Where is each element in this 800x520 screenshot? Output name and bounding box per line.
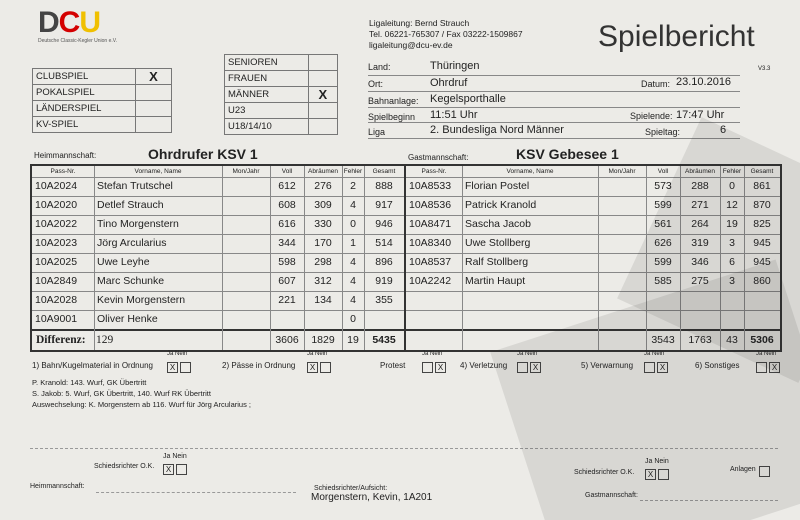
datum-value: 23.10.2016 [676, 76, 732, 88]
home-player-row [32, 253, 404, 273]
home-header-mon: Mon/Jahr [232, 168, 260, 175]
guest-pass-cell: 10A8533 [409, 180, 452, 192]
home-fehler-cell: 4 [350, 256, 356, 268]
home-header-pass: Pass-Nr. [50, 168, 76, 175]
home-abr-cell: 134 [314, 294, 332, 306]
home-name-cell: Stefan Trutschel [97, 180, 173, 192]
ja-nein-header: Ja Nein [756, 351, 777, 357]
home-mon-cell [225, 291, 267, 310]
guest-abr-cell: 288 [691, 180, 709, 192]
check-nein-box[interactable]: X [530, 362, 541, 373]
check-boxes[interactable] [305, 359, 331, 377]
guest-header-fehler: Fehler [722, 168, 742, 175]
home-voll-cell: 608 [278, 199, 296, 211]
home-mon-cell [225, 215, 267, 234]
guest-voll-cell: 561 [654, 218, 672, 230]
spieltag-value: 6 [720, 124, 727, 136]
guest-header-voll: Voll [657, 168, 669, 175]
home-voll-cell: 344 [278, 237, 296, 249]
ja-nein-header: Ja Nein [422, 351, 443, 357]
land-value: Thüringen [430, 60, 480, 72]
guest-signature-label: Gastmannschaft: [585, 492, 638, 499]
home-name-cell: Detlef Strauch [97, 199, 164, 211]
guest-pass-cell: 10A2242 [409, 275, 452, 287]
liga-value: 2. Bundesliga Nord Männer [430, 124, 564, 136]
guest-gesamt-cell: 945 [753, 237, 771, 249]
diff-value: 129 [96, 334, 114, 346]
guest-gesamt-cell: 945 [753, 256, 771, 268]
referee-signature-label: Schiedsrichter/Aufsicht: [314, 485, 388, 492]
guest-voll-cell: 573 [654, 180, 672, 192]
home-name-cell: Kevin Morgenstern [97, 294, 186, 306]
home-player-row [32, 310, 404, 330]
check-label: 4) Verletzung [460, 361, 508, 370]
category-label: U23 [225, 103, 309, 119]
home-totals-row [32, 329, 404, 352]
home-fehler-cell: 4 [350, 294, 356, 306]
home-voll-cell: 616 [278, 218, 296, 230]
home-voll-cell [273, 310, 301, 329]
referee-ok-right-boxes[interactable]: X [643, 466, 669, 484]
category-row [225, 71, 338, 87]
home-total-voll: 3606 [275, 334, 299, 346]
check-label: Protest [380, 361, 406, 370]
check-nein-box[interactable] [180, 362, 191, 373]
home-pass-cell: 10A2025 [35, 256, 78, 268]
home-gesamt-cell: 917 [375, 199, 393, 211]
home-pass-cell: 10A2022 [35, 218, 78, 230]
guest-mon-cell [601, 215, 643, 234]
game-type-label: KV-SPIEL [33, 117, 136, 133]
datum-label: Datum: [641, 79, 671, 89]
home-pass-cell: 10A2849 [35, 275, 78, 287]
guest-header-mon: Mon/Jahr [608, 168, 636, 175]
guest-pass-cell: 10A8340 [409, 237, 452, 249]
category-row [225, 55, 338, 71]
home-player-row [32, 215, 404, 235]
check-nein-box[interactable] [320, 362, 331, 373]
guest-gesamt-cell: 861 [753, 180, 771, 192]
diff-label: Differenz: [36, 334, 86, 346]
home-header-name: Vorname, Name [134, 168, 182, 175]
category-mark[interactable]: X [308, 87, 337, 103]
ende-value: 17:47 Uhr [676, 109, 725, 121]
guest-abr-cell: 319 [691, 237, 709, 249]
dcu-logo: DCU [38, 6, 101, 39]
anlagen-label: Anlagen [730, 466, 756, 473]
guest-name-cell: Martin Haupt [465, 275, 526, 287]
guest-total-voll: 3543 [651, 334, 675, 346]
guest-name-cell: Sascha Jacob [465, 218, 531, 230]
game-type-mark[interactable] [135, 101, 171, 117]
game-type-label: LÄNDERSPIEL [33, 101, 136, 117]
guest-fehler-cell: 12 [726, 199, 738, 211]
guest-total-abr: 1763 [688, 334, 712, 346]
category-mark[interactable] [308, 55, 337, 71]
guest-abr-cell: 271 [691, 199, 709, 211]
home-abr-cell [307, 310, 339, 329]
ja-nein-header: Ja Nein [307, 351, 328, 357]
home-abr-cell: 276 [314, 180, 332, 192]
home-pass-cell: 10A2023 [35, 237, 78, 249]
home-voll-cell: 598 [278, 256, 296, 268]
check-boxes[interactable] [420, 359, 446, 377]
guest-pass-cell: 10A8471 [409, 218, 452, 230]
guest-abr-cell: 346 [691, 256, 709, 268]
guest-name-cell: Ralf Stollberg [465, 256, 529, 268]
check-ja-box[interactable]: X [167, 362, 178, 373]
check-label: 2) Pässe in Ordnung [222, 361, 296, 370]
game-type-row [33, 69, 172, 85]
liga-label: Liga [368, 127, 386, 137]
guest-header-name: Vorname, Name [506, 168, 554, 175]
home-team-name: Ohrdrufer KSV 1 [148, 146, 258, 162]
home-abr-cell: 312 [314, 275, 332, 287]
category-row [225, 87, 338, 103]
league-contact-line3: ligaleitung@dcu-ev.de [369, 40, 453, 50]
home-player-row [32, 234, 404, 254]
ja-nein-right: Ja Nein [645, 458, 669, 465]
guest-abr-cell: 264 [691, 218, 709, 230]
beginn-label: Spielbeginn [368, 112, 416, 122]
home-voll-cell: 607 [278, 275, 296, 287]
home-team-label: Heimmannschaft: [34, 151, 97, 160]
home-results [32, 166, 404, 350]
home-abr-cell: 330 [314, 218, 332, 230]
home-player-row [32, 196, 404, 216]
home-player-row [32, 291, 404, 311]
check-nein-box[interactable]: X [657, 362, 668, 373]
game-type-table [32, 68, 172, 133]
check-label: 6) Sonstiges [695, 361, 740, 370]
guest-fehler-cell: 0 [729, 180, 735, 192]
game-type-row [33, 101, 172, 117]
home-abr-cell: 170 [314, 237, 332, 249]
remark-line: S. Jakob: 5. Wurf, GK Übertritt, 140. Wurf RK Übertritt [32, 389, 211, 398]
home-fehler-cell: 2 [350, 180, 356, 192]
bahn-value: Kegelsporthalle [430, 93, 506, 105]
home-abr-cell: 309 [314, 199, 332, 211]
category-label: FRAUEN [225, 71, 309, 87]
category-row [225, 103, 338, 119]
guest-mon-cell [601, 234, 643, 253]
category-label: SENIOREN [225, 55, 309, 71]
category-mark[interactable] [308, 103, 337, 119]
guest-voll-cell: 585 [654, 275, 672, 287]
home-pass-cell: 10A2028 [35, 294, 78, 306]
game-type-label: POKALSPIEL [33, 85, 136, 101]
game-type-mark[interactable]: X [135, 69, 171, 85]
home-gesamt-cell: 514 [375, 237, 393, 249]
league-contact-line2: Tel. 06221-765307 / Fax 03222-1509867 [369, 29, 523, 39]
home-gesamt-cell: 919 [375, 275, 393, 287]
guest-mon-cell [601, 177, 643, 196]
home-abr-cell: 298 [314, 256, 332, 268]
guest-name-cell: Uwe Stollberg [465, 237, 531, 249]
guest-pass-cell [409, 291, 459, 310]
home-fehler-cell: 0 [350, 218, 356, 230]
home-gesamt-cell: 355 [375, 294, 393, 306]
guest-name-cell: Florian Postel [465, 180, 530, 192]
home-pass-cell: 10A9001 [35, 313, 78, 325]
check-nein-box[interactable]: X [435, 362, 446, 373]
guest-pass-cell: 10A8536 [409, 199, 452, 211]
game-type-mark[interactable] [135, 85, 171, 101]
home-header-fehler: Fehler [343, 168, 363, 175]
guest-gesamt-cell: 860 [753, 275, 771, 287]
home-fehler-cell: 0 [350, 313, 356, 325]
page-title: Spielbericht [598, 20, 755, 53]
ja-nein-header: Ja Nein [644, 351, 665, 357]
home-header-gesamt: Gesamt [372, 168, 396, 175]
ort-label: Ort: [368, 79, 383, 89]
home-gesamt-cell: 888 [375, 180, 393, 192]
home-name-cell: Jörg Arcularius [97, 237, 167, 249]
check-label: 1) Bahn/Kugelmaterial in Ordnung [32, 361, 153, 370]
home-header-abr: Abräumen [308, 168, 338, 175]
home-name-cell: Uwe Leyhe [97, 256, 150, 268]
home-gesamt-cell [367, 310, 401, 329]
home-mon-cell [225, 310, 267, 329]
home-player-row [32, 272, 404, 292]
guest-total-fehler: 43 [726, 334, 738, 346]
land-label: Land: [368, 62, 391, 72]
home-fehler-cell: 4 [350, 275, 356, 287]
guest-header-abr: Abräumen [685, 168, 715, 175]
home-signature-label: Heimmannschaft: [30, 483, 85, 490]
guest-name-cell [465, 291, 595, 310]
spieltag-label: Spieltag: [645, 127, 681, 137]
game-type-label: CLUBSPIEL [33, 69, 136, 85]
home-header-voll: Voll [281, 168, 293, 175]
home-player-row [32, 177, 404, 197]
guest-voll-cell: 599 [654, 256, 672, 268]
home-voll-cell: 612 [278, 180, 296, 192]
ja-nein-header: Ja Nein [517, 351, 538, 357]
home-total-fehler: 19 [347, 334, 359, 346]
referee-name: Morgenstern, Kevin, 1A201 [311, 492, 433, 503]
referee-ok-right-label: Schiedsrichter O.K. [574, 469, 635, 476]
logo-subtitle: Deutsche Classic-Kegler Union e.V. [38, 38, 118, 44]
category-mark[interactable] [308, 119, 337, 135]
beginn-value: 11:51 Uhr [430, 109, 478, 121]
guest-header-gesamt: Gesamt [750, 168, 774, 175]
home-name-cell: Marc Schunke [97, 275, 165, 287]
home-fehler-cell: 4 [350, 199, 356, 211]
check-nein-box[interactable]: X [769, 362, 780, 373]
check-ja-box[interactable]: X [307, 362, 318, 373]
league-contact-line1: Ligaleitung: Bernd Strauch [369, 18, 470, 28]
ja-nein-left: Ja Nein [163, 453, 187, 460]
ort-value: Ohrdruf [430, 77, 468, 89]
check-boxes[interactable] [165, 359, 191, 377]
guest-team-label: Gastmannschaft: [408, 153, 469, 162]
guest-team-name: KSV Gebesee 1 [516, 146, 619, 162]
guest-header-pass: Pass-Nr. [421, 168, 447, 175]
guest-pass-cell: 10A8537 [409, 256, 452, 268]
home-mon-cell [225, 234, 267, 253]
home-name-cell: Tino Morgenstern [97, 218, 179, 230]
game-type-row [33, 117, 172, 133]
home-pass-cell: 10A2020 [35, 199, 78, 211]
remark-line: P. Kranold: 143. Wurf, GK Übertritt [32, 378, 147, 387]
home-gesamt-cell: 946 [375, 218, 393, 230]
ende-label: Spielende: [630, 111, 673, 121]
home-gesamt-cell: 896 [375, 256, 393, 268]
version-label: V3.3 [758, 66, 771, 72]
guest-pass-cell [409, 310, 459, 329]
home-total-abr: 1829 [311, 334, 335, 346]
home-pass-cell: 10A2024 [35, 180, 78, 192]
category-row [225, 119, 338, 135]
guest-voll-cell: 626 [654, 237, 672, 249]
guest-fehler-cell: 19 [726, 218, 738, 230]
referee-ok-left-boxes[interactable]: X [161, 461, 187, 479]
home-total-gesamt: 5435 [372, 334, 396, 346]
category-label: MÄNNER [225, 87, 309, 103]
guest-fehler-cell: 6 [729, 256, 735, 268]
guest-mon-cell [601, 196, 643, 215]
remark-line: Auswechselung: K. Morgenstern ab 116. Wurf für Jörg Arcularius ; [32, 400, 251, 409]
guest-total-gesamt: 5306 [750, 334, 774, 346]
referee-ok-left-label: Schiedsrichter O.K. [94, 463, 155, 470]
home-name-cell: Oliver Henke [97, 313, 158, 325]
category-table [224, 54, 338, 135]
guest-fehler-cell: 3 [729, 237, 735, 249]
guest-fehler-cell: 3 [729, 275, 735, 287]
guest-name-cell: Patrick Kranold [465, 199, 537, 211]
category-label: U18/14/10 [225, 119, 309, 135]
check-ja-box[interactable] [422, 362, 433, 373]
game-type-row [33, 85, 172, 101]
bahn-label: Bahnanlage: [368, 96, 419, 106]
home-mon-cell [225, 177, 267, 196]
guest-gesamt-cell: 825 [753, 218, 771, 230]
ja-nein-header: Ja Nein [167, 351, 188, 357]
home-fehler-cell: 1 [350, 237, 356, 249]
guest-gesamt-cell: 870 [753, 199, 771, 211]
category-mark[interactable] [308, 71, 337, 87]
check-label: 5) Verwarnung [581, 361, 634, 370]
home-mon-cell [225, 196, 267, 215]
home-mon-cell [225, 272, 267, 291]
home-mon-cell [225, 253, 267, 272]
game-type-mark[interactable] [135, 117, 171, 133]
guest-abr-cell: 275 [691, 275, 709, 287]
home-voll-cell: 221 [278, 294, 296, 306]
guest-voll-cell: 599 [654, 199, 672, 211]
